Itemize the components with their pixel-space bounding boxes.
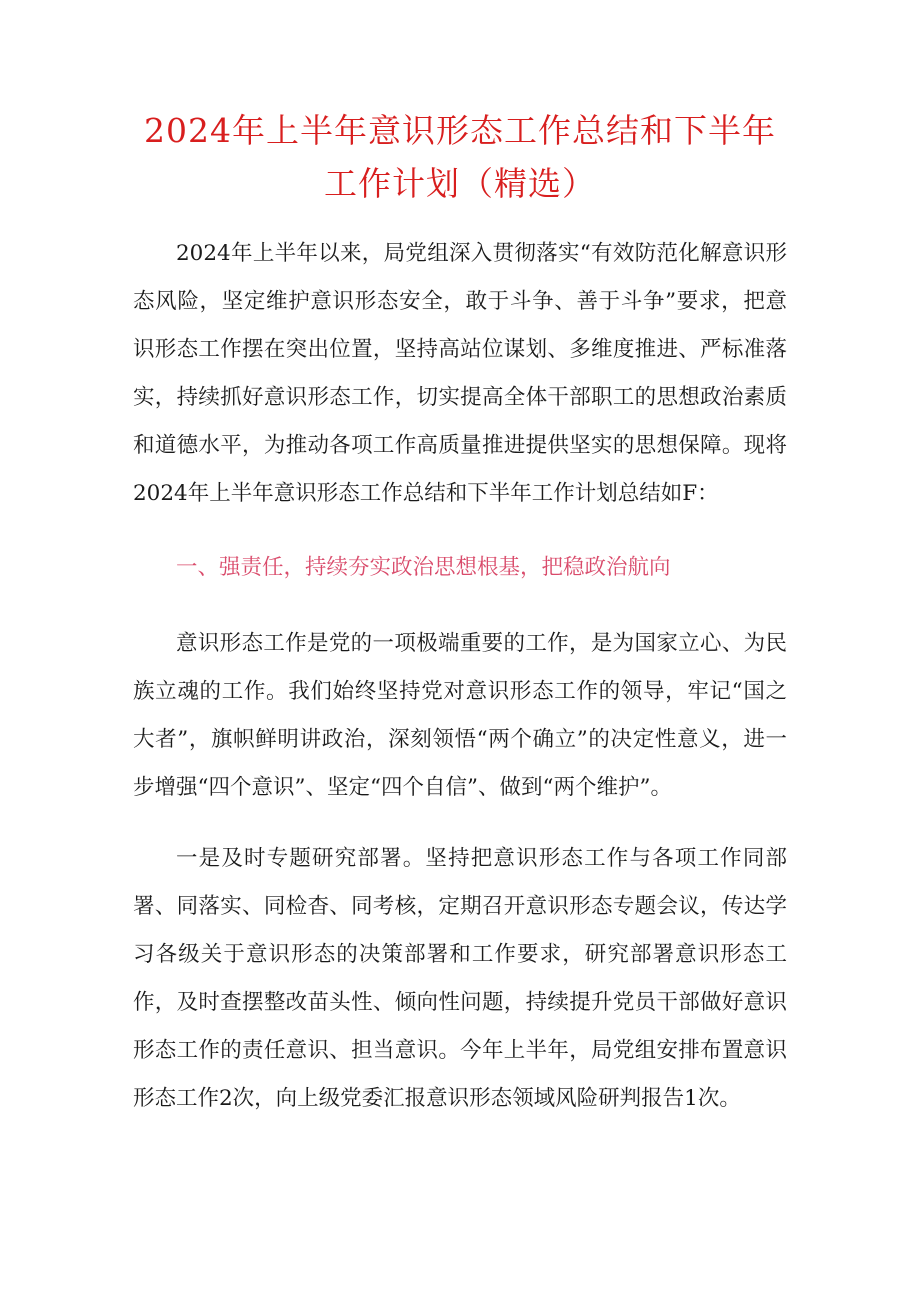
document-title-line2: 工作计划（精选） [324, 164, 596, 203]
intro-paragraph: 2024年上半年以来，局党组深入贯彻落实“有效防范化解意识形态风险，坚定维护意识形态安全，敢于斗争、善于斗争”要求，把意识形态工作摆在突出位置，坚持高站位谋划、多维度推进、严标准落实，持续抓好意识形态工作，切实提高全体干部职工的思想政治素质和道德水平，为推动各项工作高质量推进提供坚实的思想保障。现将2024年上半年意识形态工作总结和下半年工作计划总结如F： [133, 241, 787, 506]
section-heading-1: 一、强责任，持续夯实政治思想根基，把稳政治航向 [176, 555, 671, 580]
document-title-line1: 2024年上半年意识形态工作总结和下半年 [144, 111, 776, 150]
body-paragraph-3: 一是及时专题研究部署。坚持把意识形态工作与各项工作同部署、同落实、同检杳、同考核，定期召开意识形态专题会议，传达学习各级关于意识形态的决策部署和工作要求，研究部署意识形态工作，及时查摆整改苗头性、倾向性问题，持续提升党员干部做好意识形态工作的责任意识、担当意识。今年上半年，局党组安排布置意识形态工作2次，向上级党委汇报意识形态领域风险研判报告1次。 [133, 846, 787, 1111]
body-paragraph-2: 意识形态工作是党的一项极端重要的工作，是为国家立心、为民族立魂的工作。我们始终坚持党对意识形态工作的领导，牢记“国之大者”，旗帜鲜明讲政治，深刻领悟“两个确立”的决定性意义，进一步增强“四个意识”、坚定“四个自信”、做到“两个维护”。 [133, 631, 787, 800]
